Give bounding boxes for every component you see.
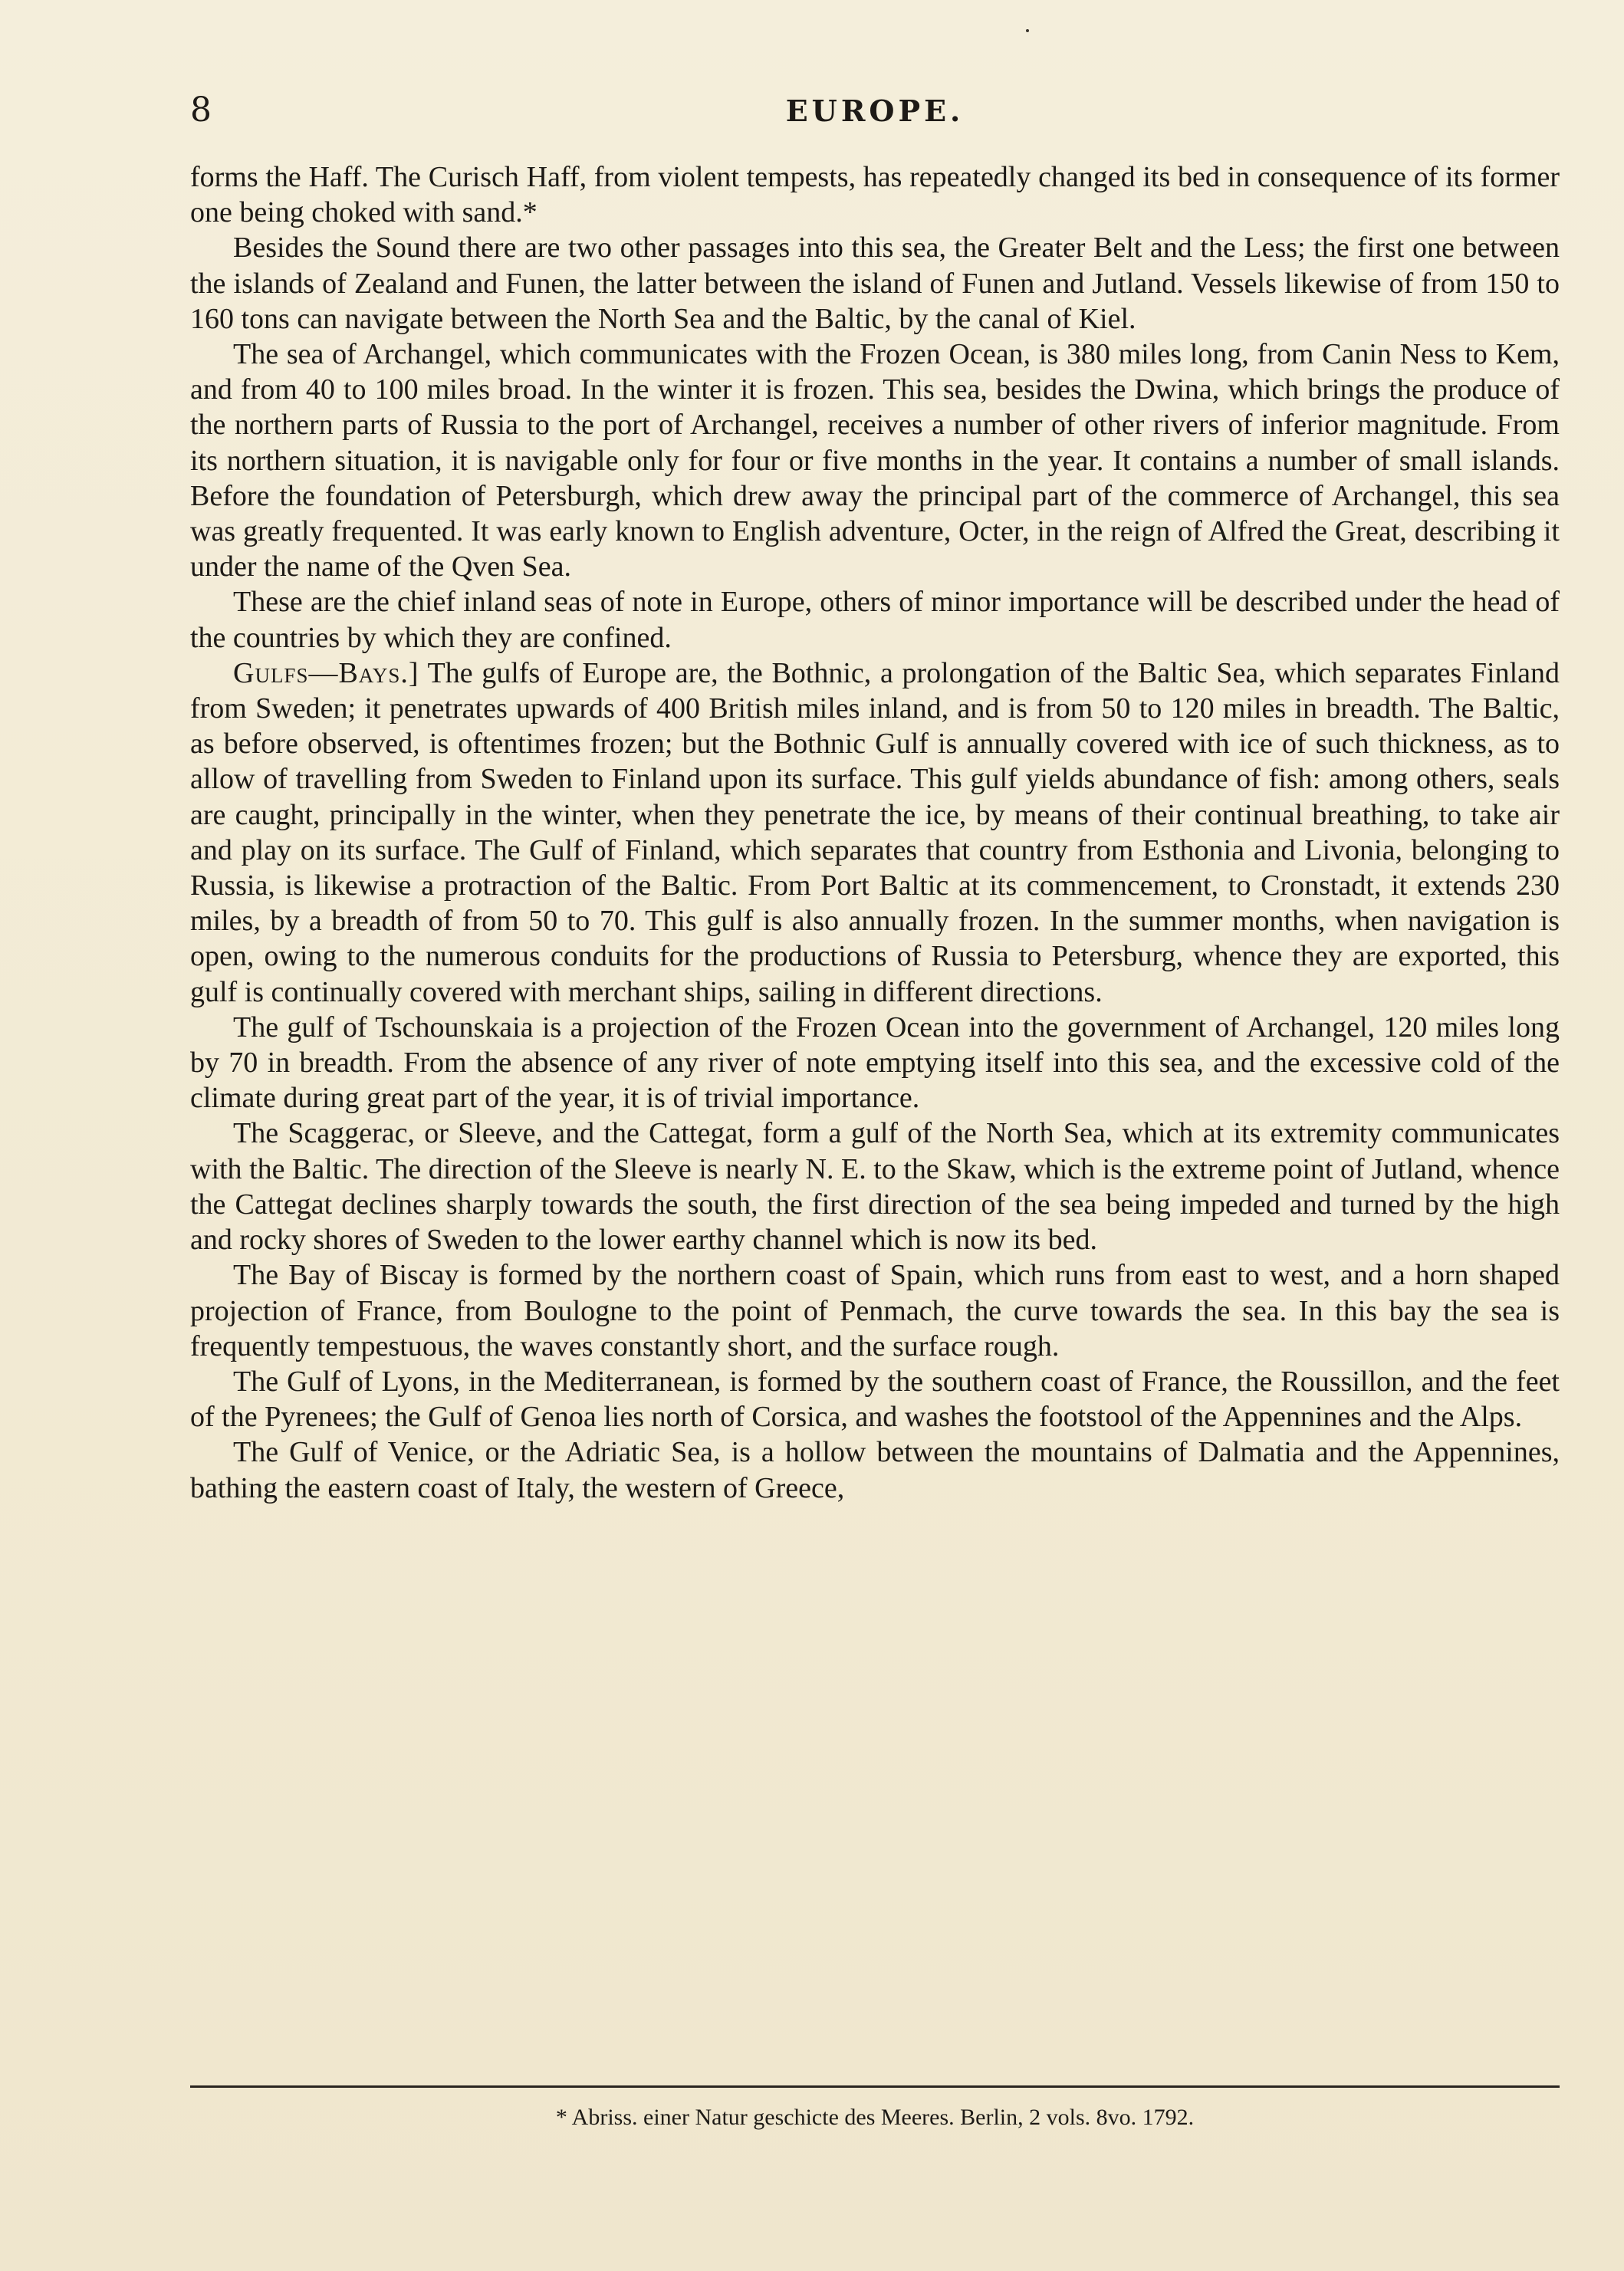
paragraph-gulfs-bays	[190, 656, 1560, 1010]
ink-speck	[1026, 29, 1029, 32]
paragraph-gulf-of-venice: The Gulf of Venice, or the Adriatic Sea, is a hollow between the mountains of Dalmatia and the Appennines, bathing the eastern coast of Italy, the western of Greece,	[190, 1436, 1560, 1504]
section-heading-gulfs-bays: Gulfs—Bays.]	[233, 656, 419, 689]
paragraph-gulfs-bays-text: The gulfs of Europe are, the Bothnic, a prolongation of the Baltic Sea, which separates Finland from Sweden; it penetrates upwards of 400 British miles inland, and is from 50 to 120 miles in breadth. The Baltic, as before observed, is oftentimes frozen; but the Bothnic Gulf is annually covered with ice of such thickness, as to allow of travelling from Sweden to Finland upon its surface. This gulf yields abundance of fish: among others, seals are caught, principally in the winter, when they penetrate the ice, by means of their continual breathing, to take air and play on its surface. The Gulf of Finland, which separates that country from Esthonia and Livonia, belonging to Russia, is likewise a protraction of the Baltic. From Port Baltic at its commencement, to Cronstadt, it extends 230 miles, by a breadth of from 50 to 70. This gulf is also annually frozen. In the summer months, when navigation is open, owing to the numerous conduits for the productions of Russia to Petersburg, whence they are exported, this gulf is continually covered with merchant ships, sailing in different directions.	[190, 656, 1560, 1008]
body-text	[190, 159, 1560, 1506]
paragraph-bay-of-biscay: The Bay of Biscay is formed by the northern coast of Spain, which runs from east to west, and a horn shaped projection of France, from Boulogne to the point of Penmach, the curve towards the sea. In this bay the sea is frequently tempestuous, the waves constantly short, and the surface rough.	[190, 1259, 1560, 1362]
footnote-rule	[190, 2085, 1560, 2088]
paragraph-gulf-of-lyons: The Gulf of Lyons, in the Mediterranean, is formed by the southern coast of France, the Roussillon, and the feet of the Pyrenees; the Gulf of Genoa lies north of Corsica, and washes the footstool of the Appennines and the Alps.	[190, 1365, 1560, 1434]
page-header	[190, 90, 1560, 136]
paragraph-scaggerac-cattegat: The Scaggerac, or Sleeve, and the Cattegat, form a gulf of the North Sea, which at its extremity communicates with the Baltic. The direction of the Sleeve is nearly N. E. to the Skaw, which is the extreme point of Jutland, whence the Cattegat declines sharply towards the south, the first direction of the sea being impeded and turned by the high and rocky shores of Sweden to the lower earthy channel which is now its bed.	[190, 1117, 1560, 1257]
paragraph-gulf-of-tschounskaia: The gulf of Tschounskaia is a projection of the Frozen Ocean into the government of Archangel, 120 miles long by 70 in breadth. From the absence of any river of note emptying itself into this sea, and the excessive cold of the climate during great part of the year, it is of trivial importance.	[190, 1011, 1560, 1115]
page-number: 8	[190, 90, 212, 130]
paragraph-continuation: forms the Haff. The Curisch Haff, from violent tempests, has repeatedly changed its bed in consequence of its former one being choked with sand.*	[190, 161, 1560, 229]
footnote: * Abriss. einer Natur geschicte des Meeres. Berlin, 2 vols. 8vo. 1792.	[555, 2105, 1195, 2130]
paragraph-inland-seas-summary: These are the chief inland seas of note in Europe, others of minor importance will be described under the head of the countries by which they are confined.	[190, 586, 1560, 654]
paragraph-sound-passages: Besides the Sound there are two other passages into this sea, the Greater Belt and the Less; the first one between the islands of Zealand and Funen, the latter between the island of Funen and Jutland. Vessels likewise of from 150 to 160 tons can navigate between the North Sea and the Baltic, by the canal of Kiel.	[190, 232, 1560, 335]
paragraph-sea-of-archangel: The sea of Archangel, which communicates with the Frozen Ocean, is 380 miles long, from Canin Ness to Kem, and from 40 to 100 miles broad. In the winter it is frozen. This sea, besides the Dwina, which brings the produce of the northern parts of Russia to the port of Archangel, receives a number of other rivers of inferior magnitude. From its northern situation, it is navigable only for four or five months in the year. It contains a number of small islands. Before the foundation of Petersburgh, which drew away the principal part of the commerce of Archangel, this sea was greatly frequented. It was early known to English adventure, Octer, in the reign of Alfred the Great, describing it under the name of the Qven Sea.	[190, 338, 1560, 583]
running-head: EUROPE.	[785, 94, 965, 128]
